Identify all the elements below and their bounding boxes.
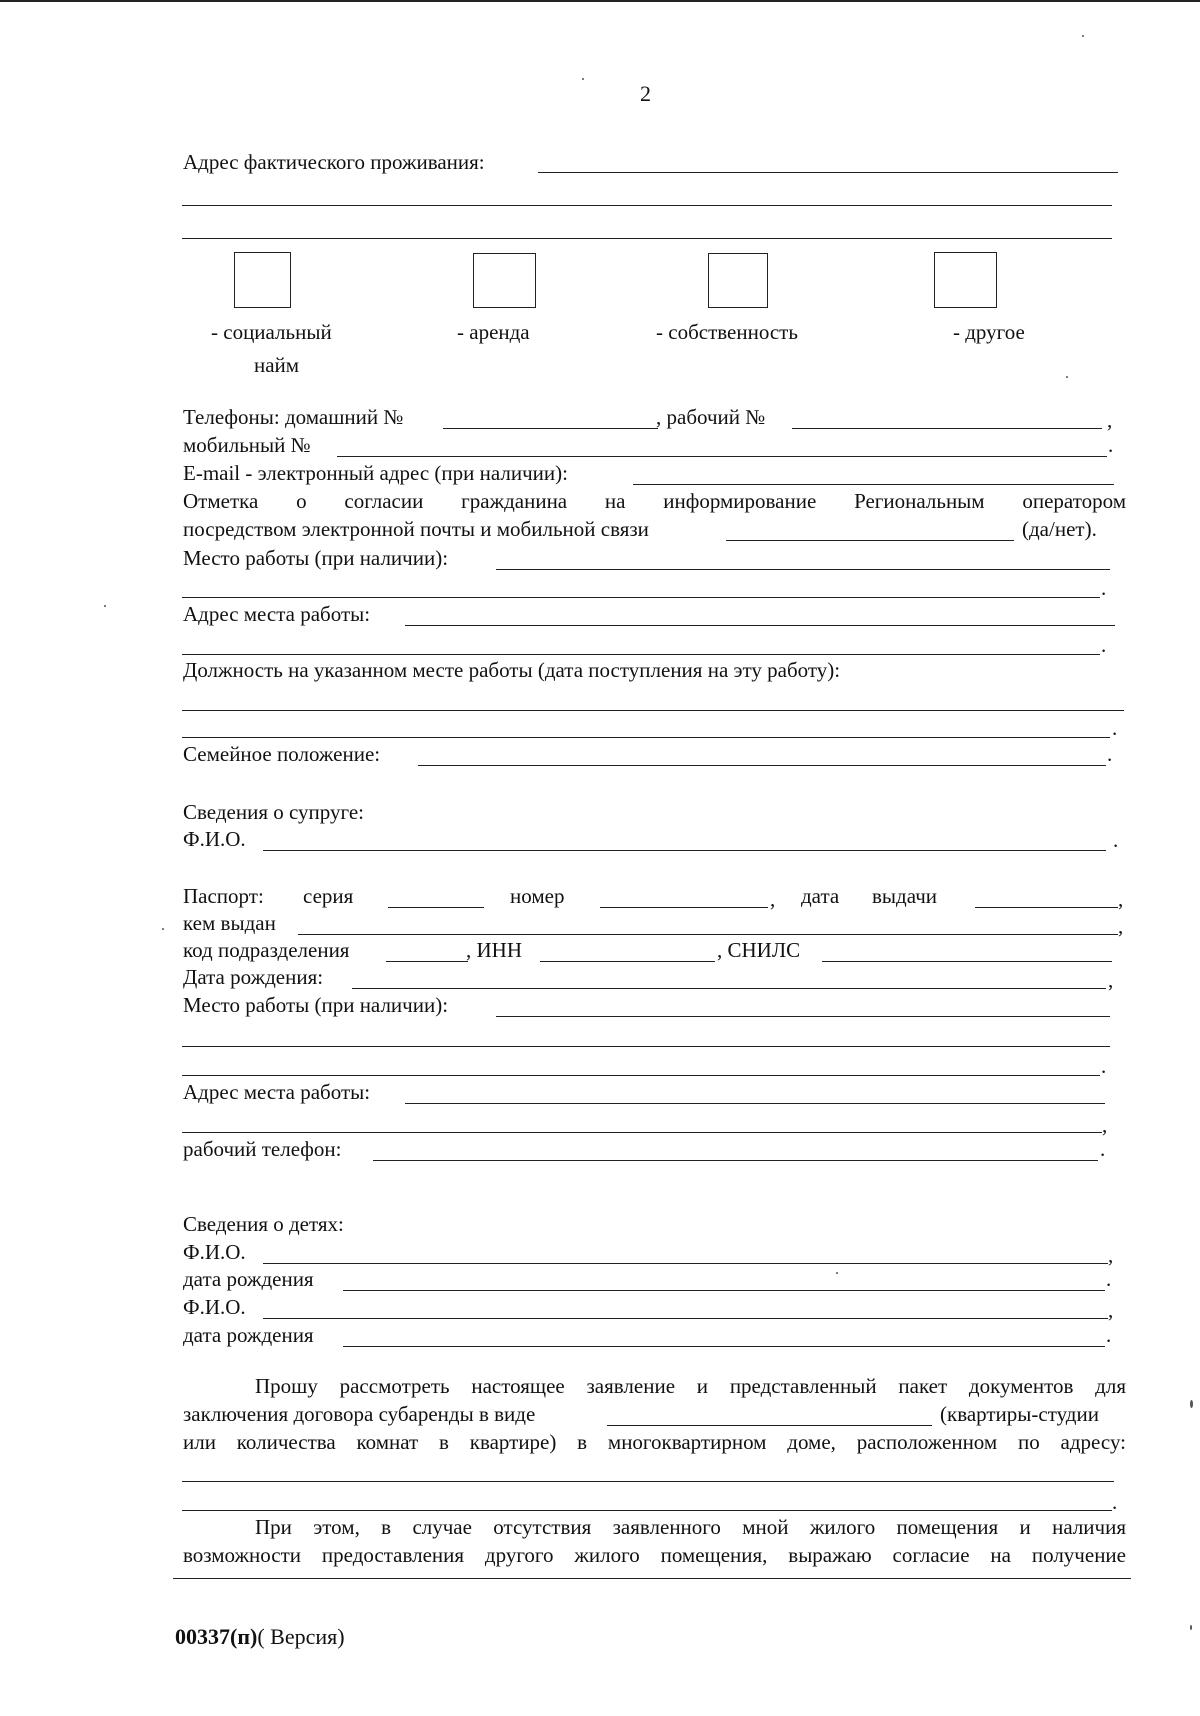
checkbox-other[interactable] [934, 252, 997, 308]
comma: , [1108, 968, 1114, 992]
housing-social-label: - социальный [211, 320, 332, 344]
comma: , [1102, 1113, 1108, 1137]
checkbox-rent[interactable] [473, 253, 536, 308]
home-phone-field[interactable] [443, 428, 658, 429]
top-border [0, 0, 1200, 2]
spouse-birth-date-label: Дата рождения: [183, 965, 324, 989]
spouse-work-phone-field[interactable] [373, 1160, 1098, 1161]
request-line-2: заключения договора субаренды в виде [183, 1402, 536, 1426]
consent-line-1: Отметка о согласии гражданина на информирование Региональным оператором [183, 489, 1126, 513]
consent-alt-line-1: При этом, в случае отсутствия заявленного мной жилого помещения и наличия [255, 1515, 1126, 1539]
marital-status-field[interactable] [418, 765, 1106, 766]
period: . [1112, 1490, 1118, 1514]
dept-code-label: код подразделения [183, 938, 350, 962]
address-field-1[interactable] [538, 172, 1118, 173]
spouse-work-address-field-2[interactable] [182, 1132, 1102, 1133]
position-label: Должность на указанном месте работы (дата поступления на эту работу): [183, 658, 841, 682]
spouse-birth-date-field[interactable] [352, 988, 1106, 989]
comma: , [1118, 914, 1124, 938]
workplace-field-2[interactable] [182, 597, 1100, 598]
housing-social-label-2: найм [254, 353, 300, 377]
passport-date-label: дата [801, 884, 840, 908]
email-label: E-mail - электронный адрес (при наличии): [183, 461, 568, 485]
child-2-birth-label: дата рождения [183, 1323, 314, 1347]
spouse-workplace-label: Место работы (при наличии): [183, 993, 449, 1017]
child-1-fio-label: Ф.И.О. [183, 1240, 246, 1264]
scan-speck [1082, 35, 1084, 37]
snils-label: , СНИЛС [717, 938, 801, 962]
spouse-fio-label: Ф.И.О. [183, 827, 246, 851]
period: . [1101, 576, 1107, 600]
consent-suffix: (да/нет). [1022, 517, 1097, 541]
passport-series-label: серия [303, 884, 354, 908]
footer-rule [173, 1578, 1131, 1579]
scan-speck [836, 1272, 838, 1274]
housing-other-label: - другое [953, 320, 1025, 344]
marital-status-label: Семейное положение: [183, 742, 381, 766]
child-2-birth-field[interactable] [343, 1346, 1105, 1347]
comma: , [1118, 887, 1124, 911]
scan-speck [162, 928, 164, 930]
work-address-label: Адрес места работы: [183, 602, 371, 626]
children-heading: Сведения о детях: [183, 1212, 344, 1236]
apartment-type-field[interactable] [607, 1425, 932, 1426]
email-field[interactable] [633, 484, 1114, 485]
spouse-work-address-label: Адрес места работы: [183, 1080, 371, 1104]
form-code [175, 1626, 345, 1648]
request-line-3: или количества комнат в квартире) в многоквартирном доме, расположенном по адресу: [183, 1430, 1126, 1454]
consent-line-2: посредством электронной почты и мобильной связи [183, 517, 649, 541]
comma: , [1108, 1298, 1114, 1322]
inn-label: , ИНН [466, 938, 522, 962]
spouse-workplace-field-1[interactable] [496, 1016, 1110, 1017]
child-1-birth-label: дата рождения [183, 1267, 314, 1291]
period: . [1100, 1137, 1106, 1161]
passport-date-field[interactable] [975, 907, 1118, 908]
passport-series-field[interactable] [388, 907, 484, 908]
address-field-3[interactable] [182, 238, 1112, 239]
mobile-label: мобильный № [183, 433, 311, 457]
spouse-workplace-field-2[interactable] [182, 1046, 1110, 1047]
address-label: Адрес фактического проживания: [183, 150, 485, 174]
passport-number-field[interactable] [600, 907, 768, 908]
scan-speck [104, 605, 106, 607]
work-address-field-1[interactable] [405, 625, 1115, 626]
request-line-1: Прошу рассмотреть настоящее заявление и представленный пакет документов для [255, 1374, 1126, 1398]
form-code-number: 00337(п) [175, 1624, 258, 1649]
position-field-1[interactable] [182, 710, 1124, 711]
work-phone-field[interactable] [792, 428, 1102, 429]
checkbox-ownership[interactable] [708, 253, 768, 308]
child-2-fio-field[interactable] [263, 1318, 1108, 1319]
scan-speck [1066, 376, 1068, 378]
period: . [1101, 1054, 1107, 1078]
checkbox-social-rent[interactable] [234, 252, 291, 308]
child-1-birth-field[interactable] [343, 1290, 1105, 1291]
phones-home-label: Телефоны: домашний № [183, 405, 404, 429]
comma: , [1108, 1243, 1114, 1267]
spouse-fio-field[interactable] [263, 850, 1106, 851]
request-line-2-suffix: (квартиры-студии [940, 1402, 1099, 1426]
issued-by-label: кем выдан [183, 911, 276, 935]
request-address-field-1[interactable] [182, 1481, 1114, 1482]
mobile-phone-field[interactable] [337, 456, 1107, 457]
form-version: ( Версия) [257, 1624, 345, 1649]
workplace-label: Место работы (при наличии): [183, 546, 449, 570]
request-address-field-2[interactable] [182, 1510, 1112, 1511]
child-1-fio-field[interactable] [263, 1263, 1108, 1264]
period: . [1101, 633, 1107, 657]
consent-field[interactable] [726, 540, 1014, 541]
address-field-2[interactable] [182, 205, 1112, 206]
housing-ownership-label: - собственность [656, 320, 798, 344]
inn-field[interactable] [540, 961, 715, 962]
scan-speck [1190, 1400, 1193, 1408]
housing-rent-label: - аренда [457, 320, 530, 344]
dept-code-field[interactable] [386, 961, 468, 962]
period: . [1113, 828, 1119, 852]
position-field-2[interactable] [182, 737, 1110, 738]
snils-field[interactable] [822, 961, 1112, 962]
scan-speck [582, 78, 584, 80]
child-2-fio-label: Ф.И.О. [183, 1295, 246, 1319]
workplace-field-1[interactable] [496, 569, 1110, 570]
issued-by-field[interactable] [298, 934, 1118, 935]
consent-alt-line-2: возможности предоставления другого жилого помещения, выражаю согласие на получение [183, 1543, 1126, 1567]
period: . [1112, 716, 1118, 740]
period: . [1106, 1323, 1112, 1347]
spouse-heading: Сведения о супруге: [183, 800, 364, 824]
spouse-work-phone-label: рабочий телефон: [183, 1137, 342, 1161]
spouse-work-address-field-1[interactable] [405, 1103, 1105, 1104]
period: . [1108, 433, 1114, 457]
scan-speck [1190, 1625, 1192, 1630]
period: . [1107, 742, 1113, 766]
comma: , [1107, 408, 1113, 432]
period: . [1106, 1267, 1112, 1291]
page-number: 2 [640, 81, 651, 106]
phones-work-label: , рабочий № [656, 405, 766, 429]
spouse-workplace-field-3[interactable] [182, 1075, 1100, 1076]
passport-number-label: номер [510, 884, 565, 908]
comma: , [770, 887, 776, 911]
passport-issue-label: выдачи [872, 884, 937, 908]
work-address-field-2[interactable] [182, 654, 1100, 655]
passport-label: Паспорт: [183, 884, 264, 908]
